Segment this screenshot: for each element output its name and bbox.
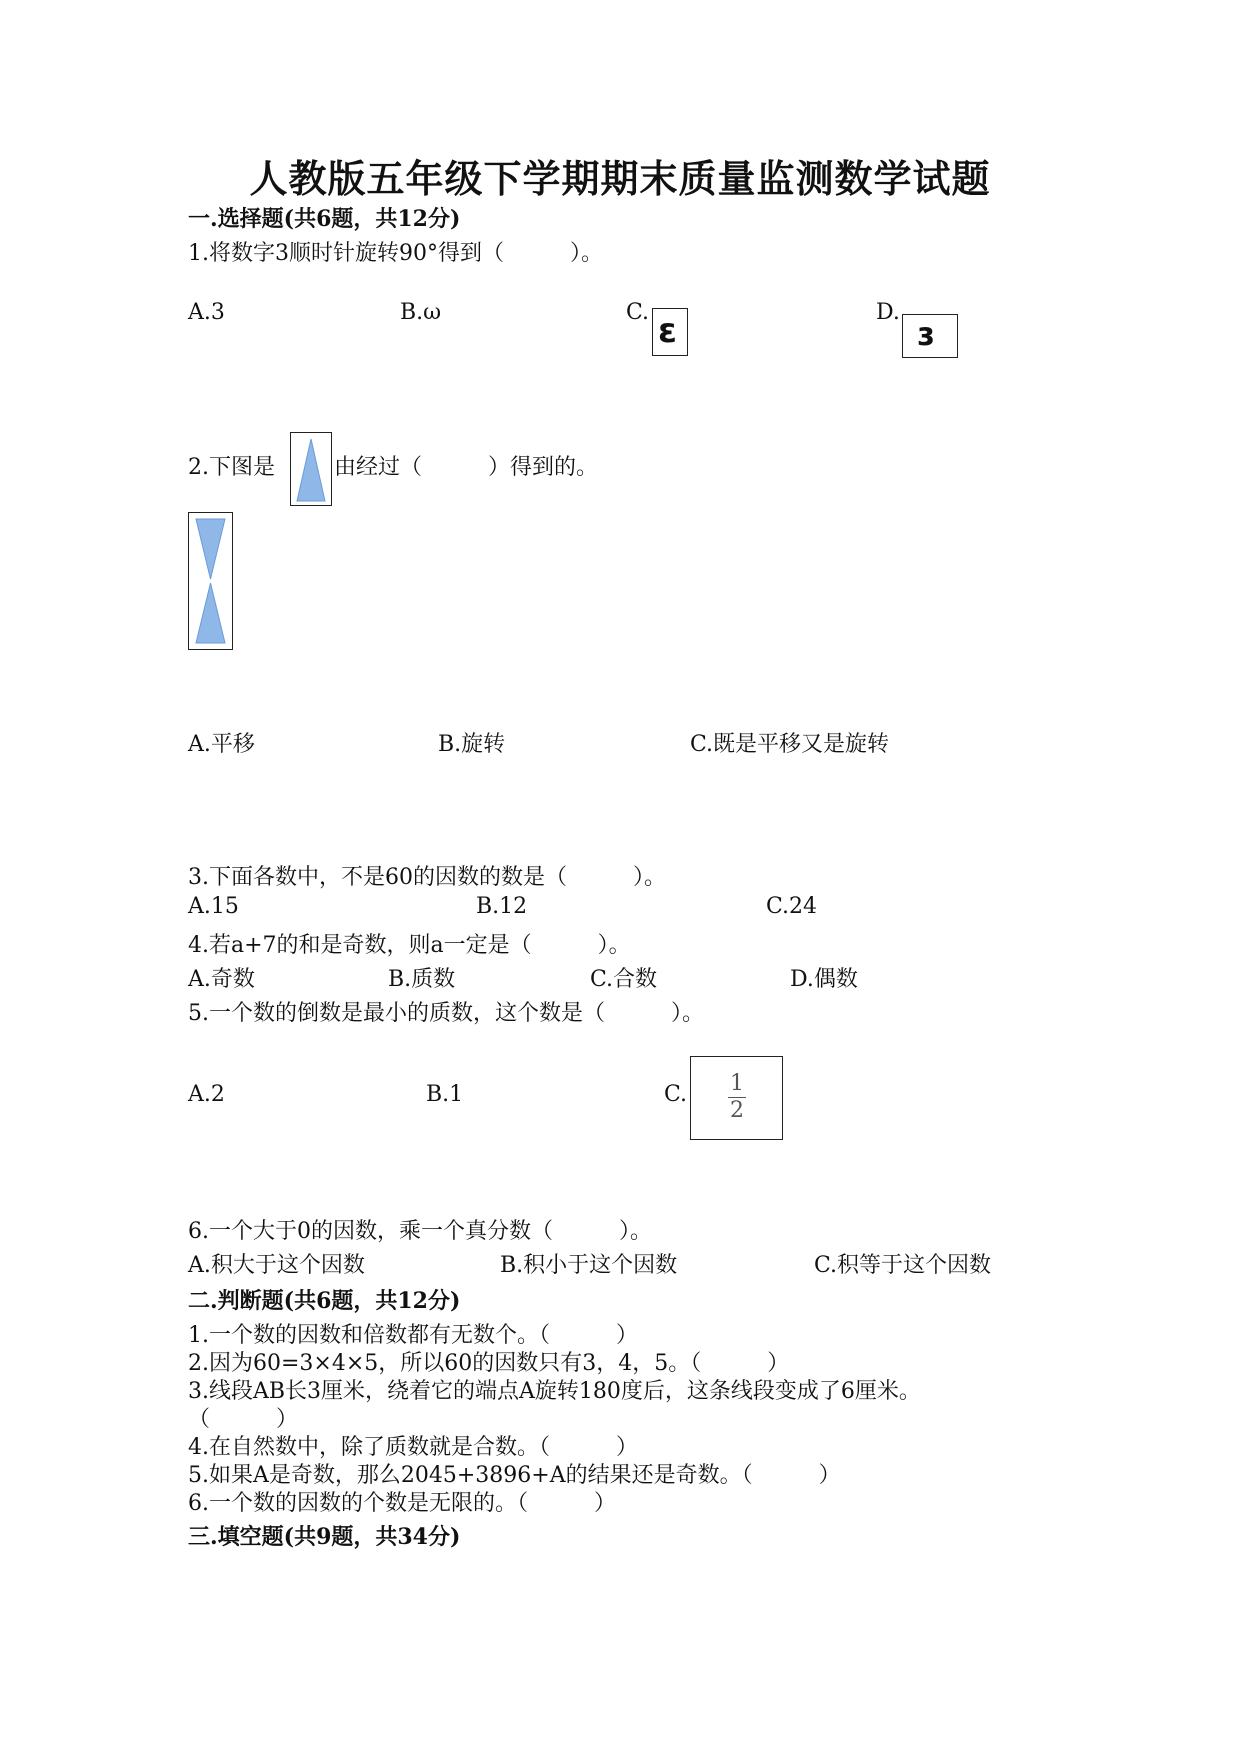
q1-option-d-label: D. — [876, 300, 900, 325]
q6-option-c: C.积等于这个因数 — [814, 1253, 992, 1278]
q1-text: 1.将数字3顺时针旋转90°得到（ ）。 — [188, 241, 603, 266]
q1-option-b: B.ω — [400, 300, 442, 325]
rotated-three-glyph: ɜ — [917, 315, 935, 353]
fraction-one-half — [728, 1073, 746, 1122]
q5-option-b: B.1 — [426, 1082, 464, 1107]
q2-text-after: 由经过（ ）得到的。 — [334, 455, 599, 480]
q1-option-c-image — [652, 308, 688, 356]
judge-item-3-answer: （ ） — [188, 1407, 299, 1432]
q3-option-c: C.24 — [766, 894, 818, 919]
q6-option-a: A.积大于这个因数 — [188, 1253, 365, 1278]
q4-option-d: D.偶数 — [790, 967, 858, 992]
q4-option-a: A.奇数 — [188, 967, 255, 992]
q4-option-c: C.合数 — [590, 967, 658, 992]
q2-text-before: 2.下图是 — [188, 455, 275, 480]
q1-option-c-label: C. — [626, 300, 650, 325]
q5-option-c-label: C. — [664, 1082, 688, 1107]
section1-heading: 一.选择题(共6题，共12分) — [188, 206, 461, 232]
q1-option-a: A.3 — [188, 300, 225, 325]
triangle-icon — [291, 433, 331, 505]
judge-item-2: 2.因为60=3×4×5，所以60的因数只有3，4，5。（ ） — [188, 1351, 790, 1376]
q4-option-b: B.质数 — [388, 967, 456, 992]
rotated-three-glyph: ε — [658, 311, 677, 351]
q3-option-a: A.15 — [188, 894, 239, 919]
q5-option-a: A.2 — [188, 1082, 225, 1107]
q2-hourglass-image — [188, 512, 233, 650]
q2-option-a: A.平移 — [188, 732, 255, 757]
q2-option-b: B.旋转 — [438, 732, 506, 757]
fraction-denominator: 2 — [730, 1098, 744, 1123]
judge-item-6: 6.一个数的因数的个数是无限的。（ ） — [188, 1491, 616, 1516]
section3-heading: 三.填空题(共9题，共34分) — [188, 1524, 461, 1550]
judge-item-3: 3.线段AB长3厘米，绕着它的端点A旋转180度后，这条线段变成了6厘米。 — [188, 1379, 921, 1404]
q2-triangle-image — [290, 432, 332, 506]
judge-item-4: 4.在自然数中，除了质数就是合数。（ ） — [188, 1435, 638, 1460]
q6-option-b: B.积小于这个因数 — [500, 1253, 678, 1278]
fraction-numerator: 1 — [730, 1071, 744, 1096]
judge-item-1: 1.一个数的因数和倍数都有无数个。（ ） — [188, 1323, 638, 1348]
q4-text: 4.若a+7的和是奇数，则a一定是（ ）。 — [188, 933, 631, 958]
q3-text: 3.下面各数中，不是60的因数的数是（ ）。 — [188, 865, 666, 890]
page-title: 人教版五年级下学期期末质量监测数学试题 — [249, 156, 991, 201]
q5-text: 5.一个数的倒数是最小的质数，这个数是（ ）。 — [188, 1001, 704, 1026]
q3-option-b: B.12 — [476, 894, 528, 919]
q5-option-c-image — [690, 1056, 783, 1140]
q2-option-c: C.既是平移又是旋转 — [690, 732, 890, 757]
q1-option-d-image — [902, 314, 958, 358]
q6-text: 6.一个大于0的因数，乘一个真分数（ ）。 — [188, 1219, 652, 1244]
double-triangle-icon — [189, 513, 232, 649]
judge-item-5: 5.如果A是奇数，那么2045+3896+A的结果还是奇数。（ ） — [188, 1463, 841, 1488]
section2-heading: 二.判断题(共6题，共12分) — [188, 1288, 461, 1314]
